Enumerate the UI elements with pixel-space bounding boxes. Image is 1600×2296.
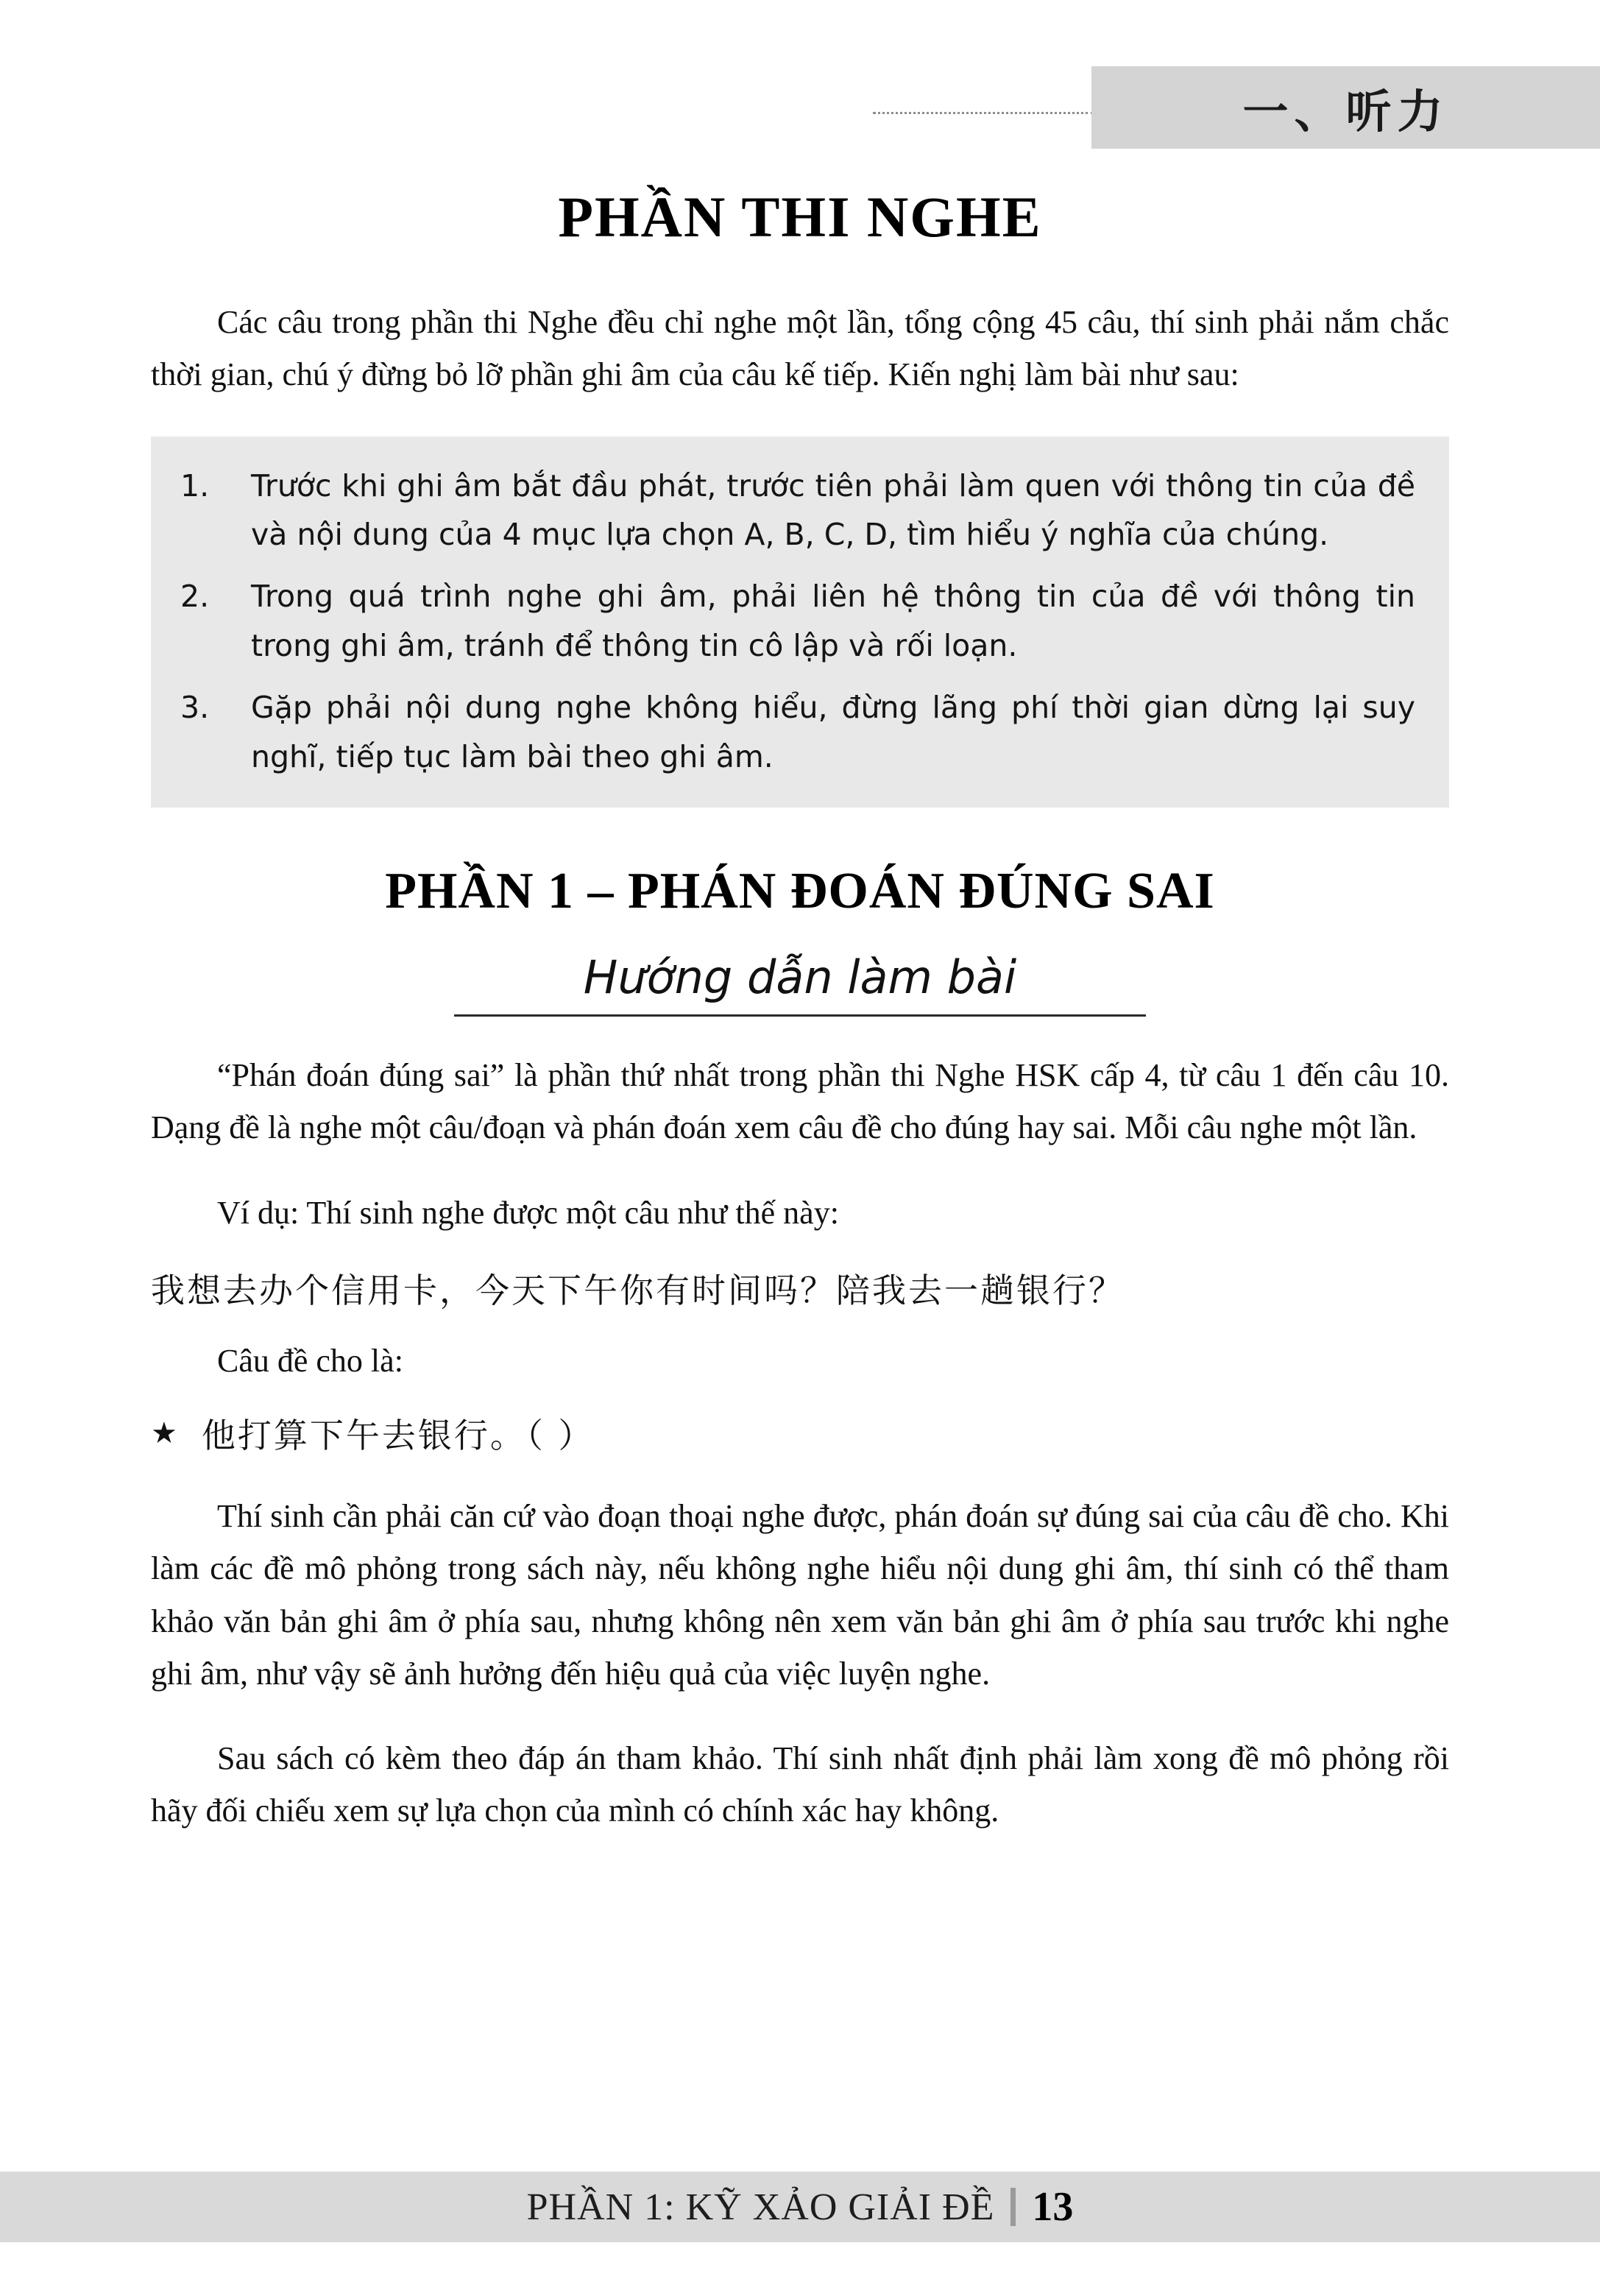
page-footer [0, 2172, 1600, 2242]
chinese-question-text: 他打算下午去银行。（ ） [201, 1416, 595, 1456]
script-heading: Hướng dẫn làm bài [583, 950, 1017, 1004]
header-section-label: 一、听力 [1242, 84, 1449, 138]
paragraph-4: Thí sinh cần phải căn cứ vào đoạn thoại nghe được, phán đoán sự đúng sai của câu đề cho. Khi làm các đề mô phỏng trong sách này, nếu không nghe hiểu nội dung ghi âm, thí sinh có thể tham khảo văn bản ghi âm ở phía sau, nhưng không nên xem văn bản ghi âm ở phía sau trước khi nghe ghi âm, như vậy sẽ ảnh hưởng đến hiệu quả của việc luyện nghe. [151, 1498, 1449, 1692]
tips-block [151, 437, 1449, 808]
section-heading: PHẦN 1 – PHÁN ĐOÁN ĐÚNG SAI [385, 862, 1215, 919]
chinese-example-sentence: 我想去办个信用卡，今天下午你有时间吗？陪我去一趟银行？ [151, 1270, 1125, 1310]
list-item [180, 572, 1415, 670]
list-item [180, 683, 1415, 781]
list-item-number: 1. [180, 467, 210, 504]
chinese-question-line [0, 1387, 1600, 1458]
footer-title: PHẦN 1: KỸ XẢO GIẢI ĐỀ [526, 2186, 995, 2228]
paragraph-1: “Phán đoán đúng sai” là phần thứ nhất trong phần thi Nghe HSK cấp 4, từ câu 1 đến câu 10. Dạng đề là nghe một câu/đoạn và phán đoán xem câu đề cho đúng hay sai. Mỗi câu nghe một lần. [151, 1056, 1449, 1146]
page-title: PHẦN THI NGHE [558, 185, 1042, 249]
list-item-text: Trước khi ghi âm bắt đầu phát, trước tiên phải làm quen với thông tin của đề và nội dung của 4 mục lựa chọn A, B, C, D, tìm hiểu ý nghĩa của chúng. [251, 467, 1415, 552]
list-item [180, 462, 1415, 559]
paragraph-2: Ví dụ: Thí sinh nghe được một câu như thế này: [217, 1194, 839, 1231]
list-item-number: 3. [180, 690, 210, 726]
list-item-text: Trong quá trình nghe ghi âm, phải liên hệ thông tin của đề với thông tin trong ghi âm, tránh để thông tin cô lập và rối loạn. [251, 579, 1415, 663]
paragraph-3: Câu đề cho là: [217, 1342, 403, 1379]
footer-divider [1010, 2188, 1016, 2226]
intro-paragraph: Các câu trong phần thi Nghe đều chỉ nghe một lần, tổng cộng 45 câu, thí sinh phải nắm chắc thời gian, chú ý đừng bỏ lỡ phần ghi âm của câu kế tiếp. Kiến nghị làm bài như sau: [151, 304, 1449, 393]
list-item-text: Gặp phải nội dung nghe không hiểu, đừng lãng phí thời gian dừng lại suy nghĩ, tiếp tục làm bài theo ghi âm. [251, 690, 1415, 774]
script-heading-wrap [0, 950, 1600, 1017]
star-icon: ★ [151, 1416, 180, 1451]
list-item-number: 2. [180, 579, 210, 615]
page-number: 13 [1032, 2184, 1074, 2230]
paragraph-5: Sau sách có kèm theo đáp án tham khảo. Thí sinh nhất định phải làm xong đề mô phỏng rồi hãy đối chiếu xem sự lựa chọn của mình có chính xác hay không. [151, 1740, 1449, 1829]
